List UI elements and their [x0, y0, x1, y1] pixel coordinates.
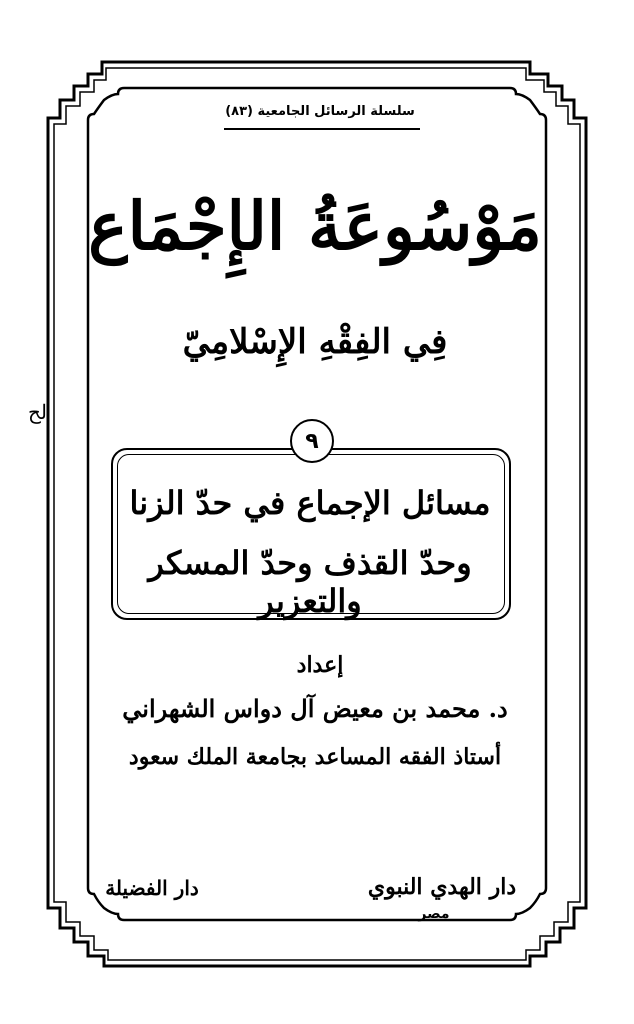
author-name: د. محمد بن معيض آل دواس الشهراني	[122, 694, 508, 723]
publisher-city: مصر	[418, 906, 450, 922]
volume-topic-line-2: وحدّ القذف وحدّ المسكر والتعزير	[148, 544, 472, 621]
volume-number-badge: ٩	[290, 419, 334, 463]
prepared-by-label: إعداد	[296, 652, 344, 678]
series-underline	[224, 128, 420, 130]
publisher-logo-fadila: دار الفضيلة	[105, 876, 199, 900]
series-title: سلسلة الرسائل الجامعية (٨٣)	[225, 104, 415, 119]
book-subtitle: فِي الفِقْهِ الإِسْلامِيّ	[182, 322, 448, 362]
volume-topic-line-1: مسائل الإجماع في حدّ الزنا	[129, 484, 491, 522]
book-title: مَوْسُوعَةُ الإِجْمَاع	[88, 187, 542, 265]
margin-mark: لح	[28, 400, 48, 424]
author-position: أستاذ الفقه المساعد بجامعة الملك سعود	[128, 744, 502, 770]
publisher-logo-huda: دار الهدي النبوي	[367, 874, 517, 900]
